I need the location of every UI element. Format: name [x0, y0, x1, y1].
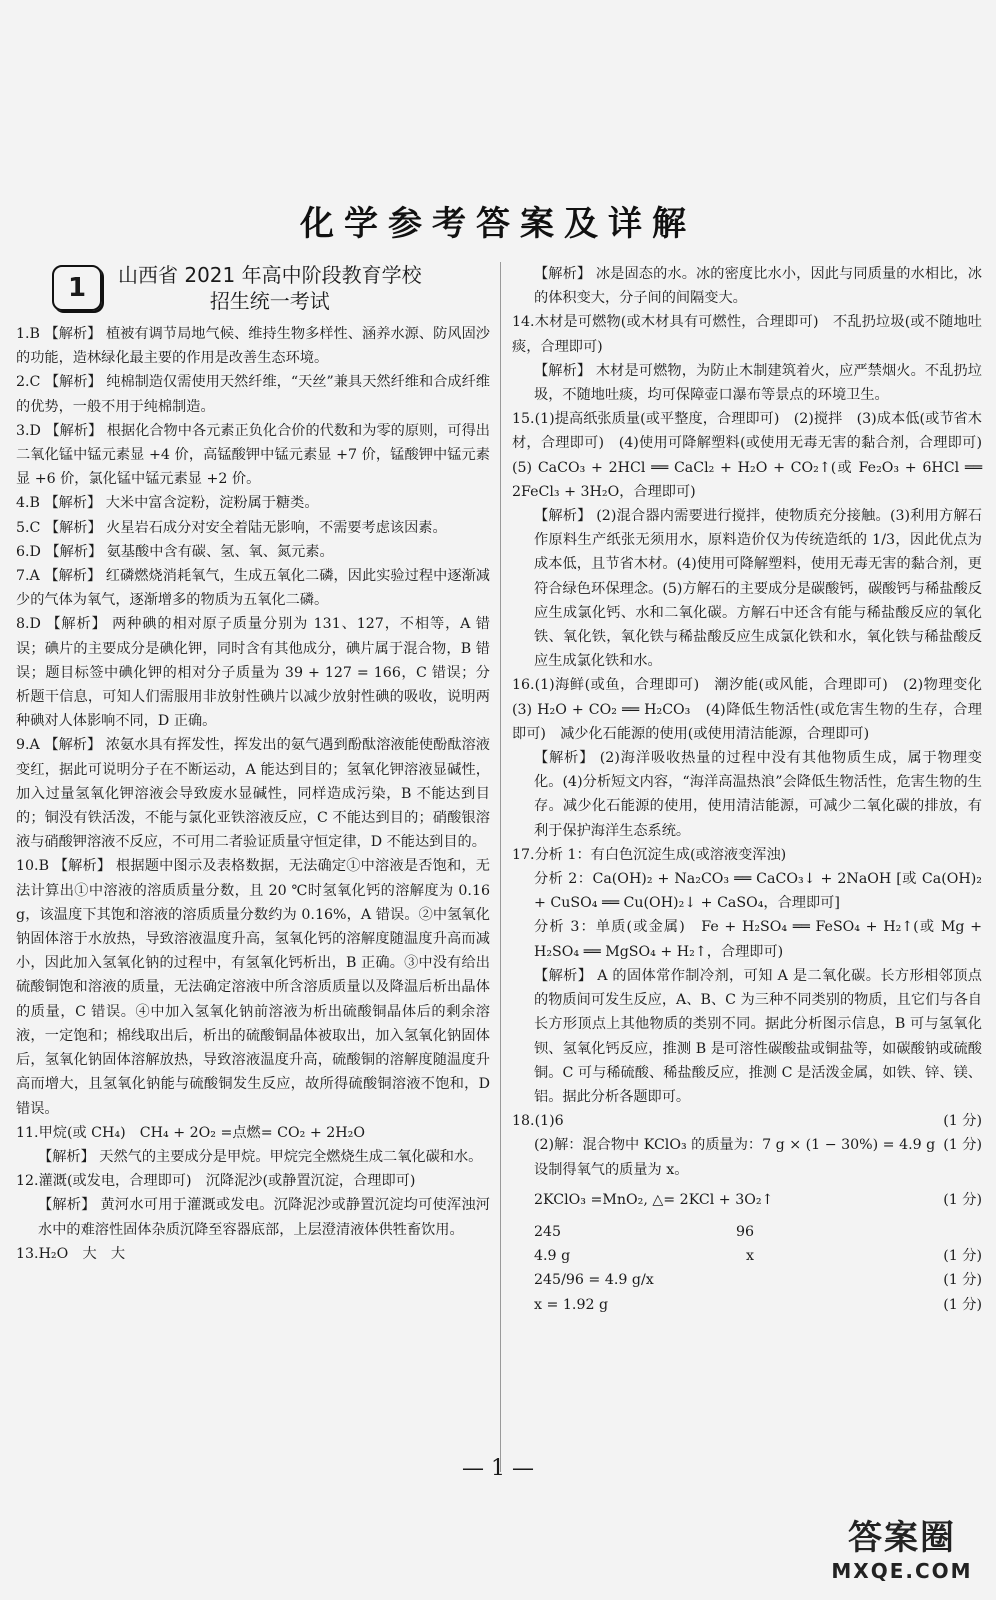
mass-2: 96	[735, 1223, 754, 1240]
answer-paragraph: 【解析】 冰是固态的水。冰的密度比水小，因此与同质量的水相比，冰的体积变大，分子间的间隔变大。	[534, 266, 982, 307]
left-column	[16, 262, 490, 1266]
score: (1 分)	[943, 1296, 982, 1313]
answer-paragraph: 7.A 【解析】 红磷燃烧消耗氧气，生成五氧化二磷，因此实验过程中逐渐减少的气体为氧气，逐渐增多的物质为五氧化二磷。	[16, 568, 490, 609]
answer-paragraph: 2.C 【解析】 纯棉制造仅需使用天然纤维，“天丝”兼具天然纤维和合成纤维的优势，一般不用于纯棉制造。	[16, 374, 490, 415]
answer-paragraph: 【解析】 木材是可燃物，为防止木制建筑着火，应严禁烟火。不乱扔垃圾，不随地吐痰，均可保障壶口瀑布等景点的环境卫生。	[534, 362, 982, 404]
q18-ratio: 245/96 = 4.9 g/x	[534, 1272, 654, 1289]
section-badge: 1	[52, 265, 102, 311]
answer-paragraph: 分析 2：Ca(OH)₂ + Na₂CO₃ ══ CaCO₃↓ + 2NaOH [或 Ca(OH)₂ + CuSO₄ ══ Cu(OH)₂↓ + CaSO₄，合理即可]	[534, 871, 982, 912]
answer-paragraph: 【解析】 A 的固体常作制冷剂，可知 A 是二氧化碳。长方形相邻顶点的物质间可发生反应，A、B、C 为三种不同类别的物质，且它们与各自长方形顶点上其他物质的类别不同。据此分析图示信息，B 可与氢氧化钡、氢氧化钙反应，推测 B 是可溶性碳酸盐或铜盐等，如碳酸钠或硫酸铜。C 可与稀硫酸、稀盐酸反应，推测 C 是活泼金属，如铁、锌、镁、铝。据此分析各题即可。	[534, 967, 982, 1105]
answer-paragraph: 14.木材是可燃物(或木材具有可燃性，合理即可) 不乱扔垃圾(或不随地吐痰，合理即可)	[512, 314, 982, 355]
answer-paragraph: 【解析】 天然气的主要成分是甲烷。甲烷完全燃烧生成二氧化碳和水。	[38, 1148, 483, 1165]
answer-paragraph: 【解析】 (2)混合器内需要进行搅拌，使物质充分接触。(3)利用方解石作原料生产纸张无须用水，原料造价仅为传统造纸的 1/3，因此优点为成本低，且节省木材。(4)使用可降解塑料，使用无毒无害的黏合剂，更符合绿色环保理念。(5)方解石的主要成分是碳酸钙，碳酸钙与稀盐酸反应生成氯化钙、水和二氧化碳。方解石中还含有能与稀盐酸反应的氧化铁、氧化铁，氧化铁与稀盐酸反应生成氯化铁和水，氧化铁与稀盐酸反应生成氯化铁和水。	[534, 508, 982, 670]
answer-list-right	[512, 262, 996, 1109]
q18-part1: 18.(1)6	[512, 1113, 564, 1130]
answer-paragraph: 【解析】 (2)海洋吸收热量的过程中没有其他物质生成，属于物理变化。(4)分析短文内容，“海洋高温热浪”会降低生物活性，危害生物的生存。减少化石能源的使用，使用清洁能源，可减少二氧化碳的排放，有利于保护海洋生态系统。	[534, 750, 982, 839]
section-title: 山西省 2021 年高中阶段教育学校 招生统一考试	[118, 263, 422, 313]
answer-paragraph: 16.(1)海鲜(或鱼，合理即可) 潮汐能(或风能，合理即可) (2)物理变化 (3) H₂O + CO₂ ══ H₂CO₃ (4)降低生物活性(或危害生物的生存，合理即可) 减少化石能源的使用(或使用清洁能源，合理即可)	[512, 677, 996, 742]
answer-paragraph: 【解析】 黄河水可用于灌溉或发电。沉降泥沙或静置沉淀均可使浑浊河水中的难溶性固体杂质沉降至容器底部，上层澄清液体供牲畜饮用。	[38, 1197, 490, 1238]
q18-setup: 设制得氧气的质量为 x。	[534, 1161, 689, 1178]
score: (1 分)	[943, 1113, 982, 1130]
answer-paragraph: 3.D 【解析】 根据化合物中各元素正负化合价的代数和为零的原则，可得出二氧化锰中锰元素显 +4 价，高锰酸钾中锰元素显 +7 价，锰酸钾中锰元素显 +6 价，氯化锰中锰元素显 +2 价。	[16, 422, 490, 488]
answer-paragraph: 10.B 【解析】 根据题中图示及表格数据，无法确定①中溶液是否饱和，无法计算出①中溶液的溶质质量分数，且 20 ℃时氢氧化钙的溶解度为 0.16 g，该温度下其饱和溶液的溶质质量分数约为 0.16%，A 错误。②中氢氧化钠固体溶于水放热，导致溶液温度升高，氢氧化钙的溶解度随温度升高而减小，因此加入氢氧化钠的过程中，有氢氧化钙析出，B 正确。③中没有给出硫酸铜饱和溶液的质量，无法确定溶液中所含溶质质量以及降温后析出晶体的质量，C 错误。④中加入氢氧化钠前溶液为析出硫酸铜晶体后的剩余溶液，一定饱和；棉线取出后，析出的硫酸铜晶体被取出，加入氢氧化钠固体后，氢氧化钠固体溶解放热，导致溶液温度升高，硫酸铜的溶解度随温度升高而增大，且氢氧化钠能与硫酸铜发生反应，故所得硫酸铜溶液不饱和，D 错误。	[16, 858, 490, 1117]
answer-paragraph: 6.D 【解析】 氨基酸中含有碳、氢、氧、氮元素。	[16, 543, 334, 560]
value-1: 4.9 g	[534, 1248, 571, 1265]
score: (1 分)	[943, 1191, 982, 1208]
score: (1 分)	[943, 1272, 982, 1289]
q18-part2: (2)解：混合物中 KClO₃ 的质量为：7 g × (1 − 30%) = 4.9 g	[534, 1137, 936, 1154]
answer-paragraph: 11.甲烷(或 CH₄) CH₄ + 2O₂ =点燃= CO₂ + 2H₂O	[16, 1124, 365, 1141]
q18-answer: x = 1.92 g	[534, 1296, 609, 1313]
page-title: 化学参考答案及详解	[300, 204, 696, 244]
mass-1: 245	[534, 1223, 562, 1240]
answer-paragraph: 17.分析 1：有白色沉淀生成(或溶液变浑浊)	[512, 846, 787, 863]
answer-list-left	[16, 322, 490, 1266]
answer-paragraph: 15.(1)提高纸张质量(或平整度，合理即可) (2)搅拌 (3)成本低(或节省木材，合理即可) (4)使用可降解塑料(或使用无毒无害的黏合剂，合理即可) (5) CaCO₃ + 2HCl ══ CaCl₂ + H₂O + CO₂↑(或 Fe₂O₃ + 6HCl ══ 2FeCl₃ + 3H₂O，合理即可)	[512, 411, 996, 500]
answer-paragraph: 9.A 【解析】 浓氨水具有挥发性，挥发出的氨气遇到酚酞溶液能使酚酞溶液变红，据此可说明分子在不断运动，A 能达到目的；氢氧化钾溶液显碱性，加入过量氢氧化钾溶液会导致废水显碱性，同样造成污染，B 不能达到目的；铜没有铁活泼，不能与氯化亚铁溶液反应，C 不能达到目的；硝酸银溶液与硝酸钾溶液不反应，不可用二者验证质量守恒定律，D 不能达到目的。	[16, 737, 490, 851]
q18-equation: 2KClO₃ =MnO₂, △= 2KCl + 3O₂↑	[534, 1191, 774, 1208]
answer-paragraph: 13.H₂O 大 大	[16, 1245, 126, 1262]
calculation-block	[512, 1109, 982, 1317]
score: (1 分)	[943, 1137, 982, 1154]
answer-paragraph: 分析 3：单质(或金属) Fe + H₂SO₄ ══ FeSO₄ + H₂↑(或 Mg + H₂SO₄ ══ MgSO₄ + H₂↑，合理即可)	[534, 919, 982, 960]
answer-paragraph: 4.B 【解析】 大米中富含淀粉，淀粉属于糖类。	[16, 495, 319, 512]
answer-paragraph: 8.D 【解析】 两种碘的相对原子质量分别为 131、127，不相等，A 错误；碘片的主要成分是碘化钾，同时含有其他成分，碘片属于混合物，B 错误；题目标签中碘化钾的相对分子质量为 39 + 127 = 166，C 错误；分析题干信息，可知人们需服用非放射性碘片以减少放射性碘的吸收，说明两种碘对人体影响不同，D 正确。	[16, 616, 490, 730]
value-2: x	[745, 1248, 754, 1265]
section-header	[16, 262, 490, 314]
answer-paragraph: 12.灌溉(或发电，合理即可) 沉降泥沙(或静置沉淀，合理即可)	[16, 1173, 416, 1190]
watermark-logo: 答案圈 MXQE.COM	[831, 1518, 973, 1583]
page-number: — 1 —	[462, 1456, 534, 1481]
score: (1 分)	[943, 1248, 982, 1265]
column-divider	[500, 262, 501, 1472]
answer-paragraph: 5.C 【解析】 火星岩石成分对安全着陆无影响，不需要考虑该因素。	[16, 519, 447, 536]
answer-paragraph: 1.B 【解析】 植被有调节局地气候、维持生物多样性、涵养水源、防风固沙的功能，造林绿化最主要的作用是改善生态环境。	[16, 326, 490, 367]
right-column	[512, 262, 996, 1317]
